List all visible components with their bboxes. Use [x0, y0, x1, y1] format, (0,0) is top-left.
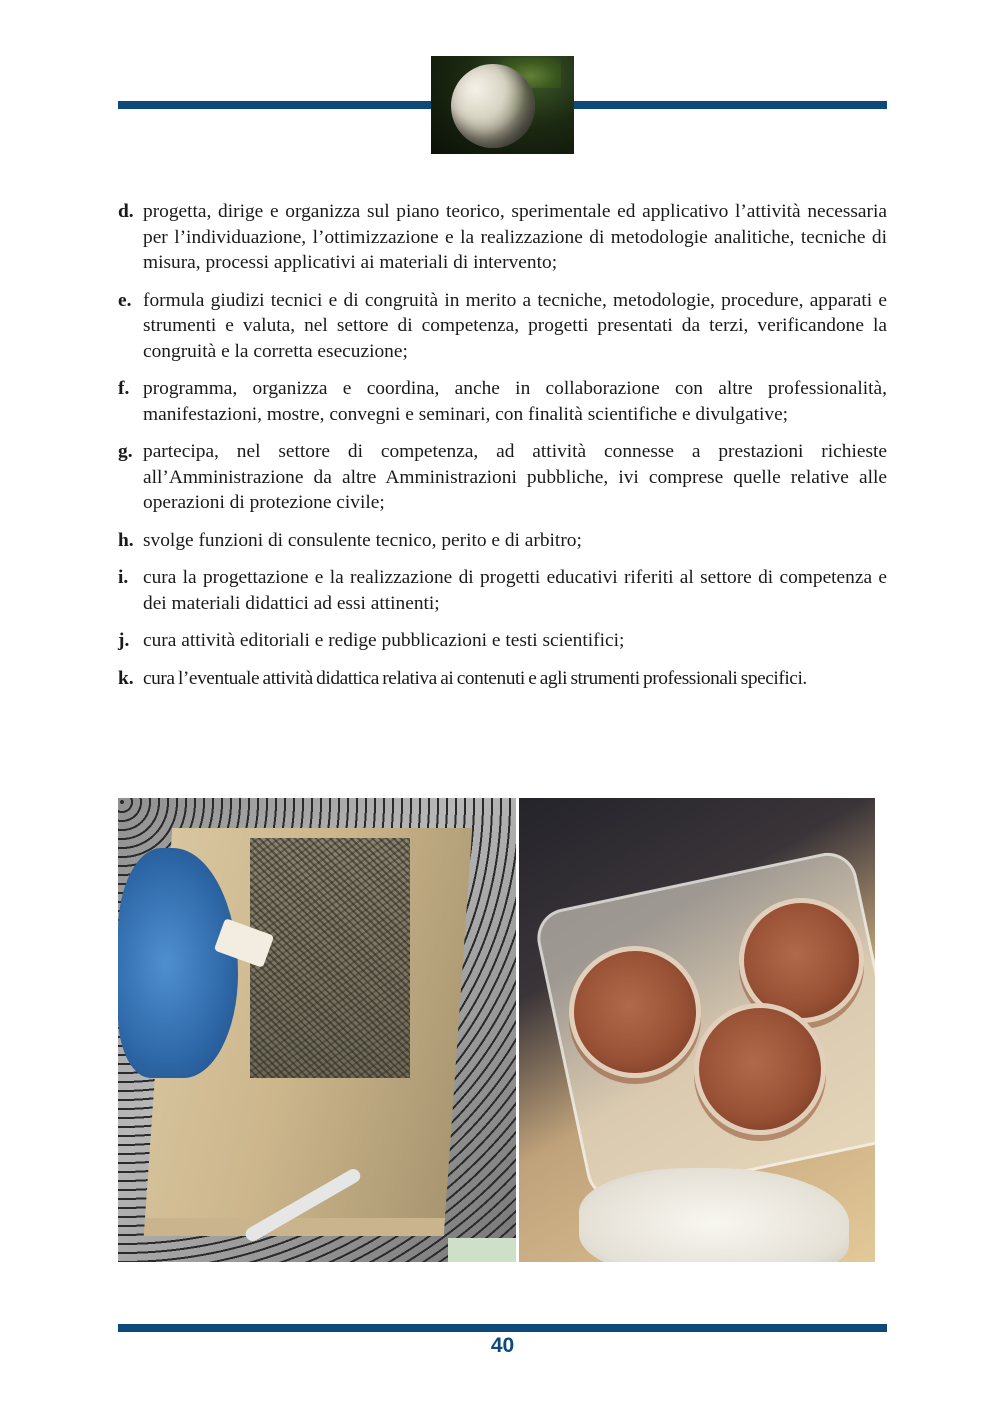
list-item [118, 376, 887, 427]
item-text: partecipa, nel settore di competenza, ad attività connesse a prestazioni richieste all’Amministrazione da altre Amministrazioni pubbliche, ivi comprese quelle relative alle operazioni di protezione civile; [143, 441, 887, 513]
item-text: cura l’eventuale attività didattica relativa ai contenuti e agli strumenti professionali specifici. [143, 667, 807, 689]
header-rule-right [573, 101, 887, 109]
item-letter: j. [118, 630, 130, 651]
engraving-plate [250, 838, 410, 1078]
list-item [118, 288, 887, 365]
header-rule-left [118, 101, 432, 109]
list-item [118, 199, 887, 276]
item-letter: d. [118, 201, 134, 222]
item-letter: f. [118, 378, 130, 399]
footer-rule [118, 1324, 887, 1332]
item-letter: g. [118, 441, 133, 462]
item-text: svolge funzioni di consulente tecnico, perito e di arbitro; [143, 529, 582, 551]
item-letter: i. [118, 567, 129, 588]
list-item [118, 565, 887, 616]
book-sampling-photo-icon [118, 798, 516, 1262]
item-text: programma, organizza e coordina, anche in collaborazione con altre professionalità, manifestazioni, mostre, convegni e seminari, con finalità scientifiche e divulgative; [143, 378, 887, 425]
item-letter: e. [118, 289, 132, 311]
item-text: cura la progettazione e la realizzazione di progetti educativi riferiti al settore di competenza e dei materiali didattici ad essi attinenti; [143, 567, 887, 614]
list-item [118, 628, 887, 654]
item-letter: k. [118, 667, 134, 689]
item-text: cura attività editoriali e redige pubblicazioni e testi scientifici; [143, 630, 625, 651]
item-text: progetta, dirige e organizza sul piano teorico, sperimentale ed applicativo l’attività necessaria per l’individuazione, l’ottimizzazione e la realizzazione di metodologie analitiche, tecniche di misura, processi applicativi ai materiali di intervento; [143, 201, 887, 273]
device-corner [448, 1238, 516, 1262]
page-number: 40 [490, 1334, 515, 1357]
competence-list [118, 199, 887, 703]
petri-dish [694, 1003, 826, 1135]
item-letter: h. [118, 529, 134, 551]
item-text: formula giudizi tecnici e di congruità in merito a tecniche, metodologie, procedure, apparati e strumenti e valuta, nel settore di competenza, progetti presentati da terzi, verificandone la congruità e la corretta esecuzione; [143, 289, 887, 362]
petri-dishes-photo-icon [519, 798, 875, 1262]
list-item [118, 528, 887, 554]
list-item [118, 666, 887, 692]
petri-dish [569, 946, 701, 1078]
stone-sphere [451, 64, 535, 148]
moss-sphere-icon [431, 56, 574, 154]
cloth [579, 1168, 849, 1262]
list-item [118, 439, 887, 516]
